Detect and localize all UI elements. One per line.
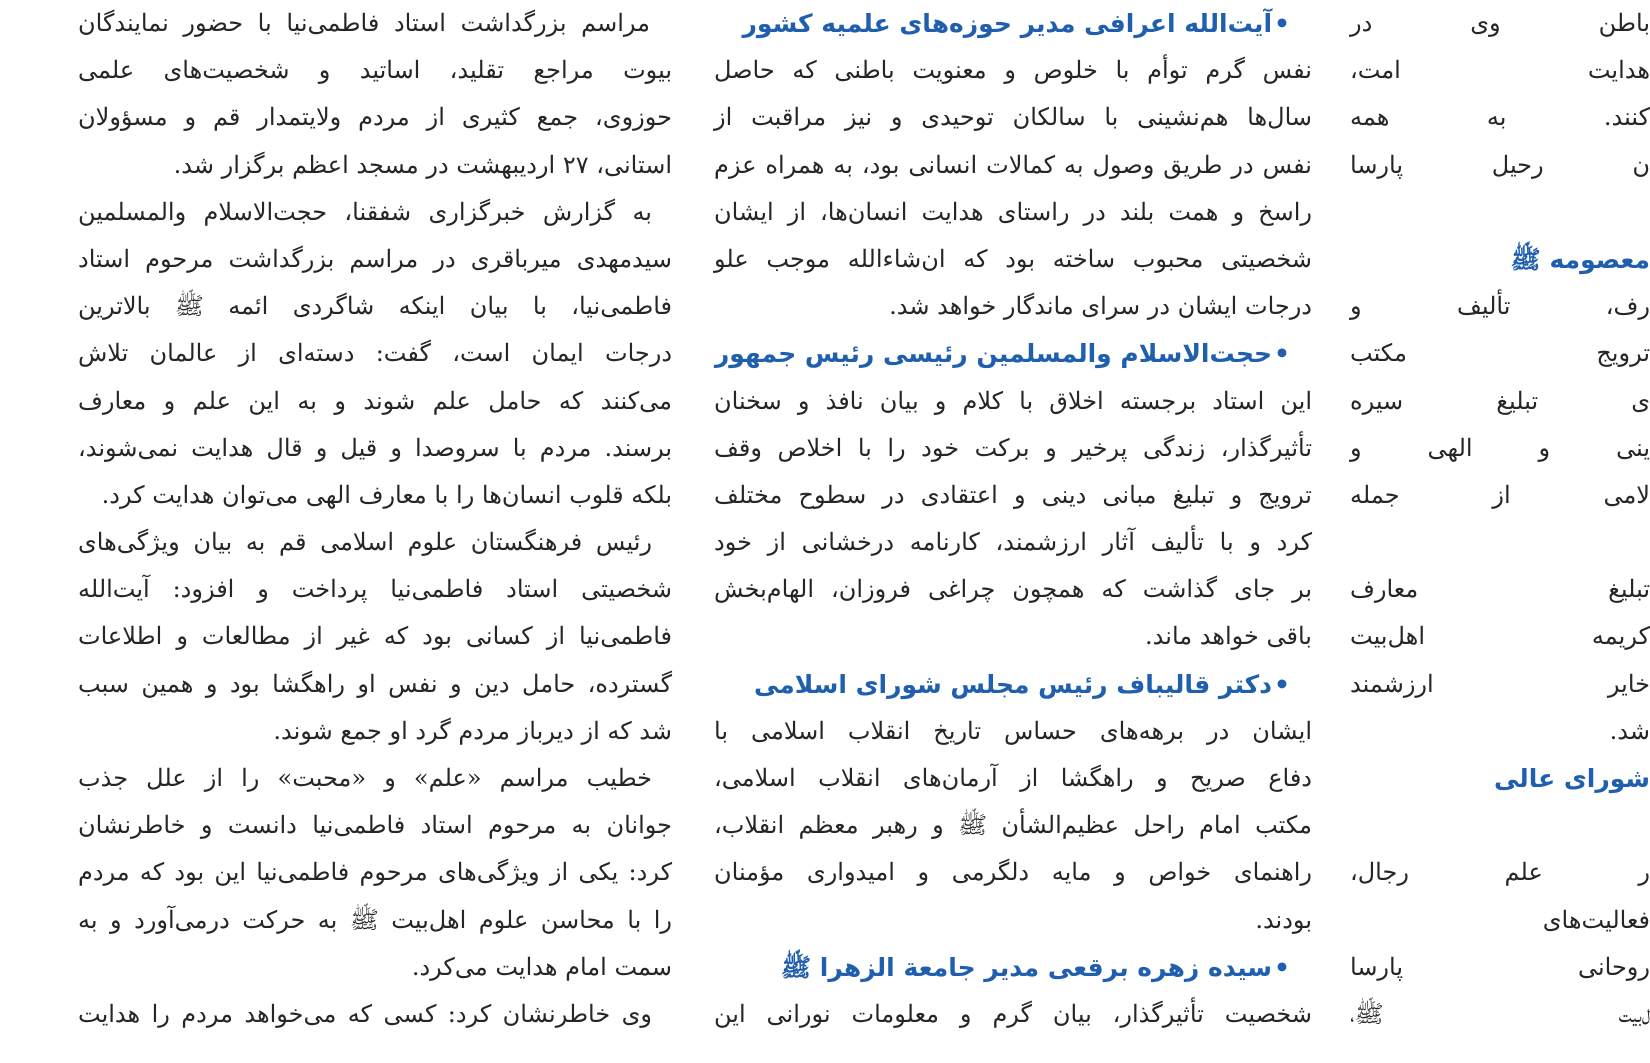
spacer (1350, 189, 1650, 236)
text-line: شد. (1609, 716, 1650, 745)
text-line: دفاع صریح و راهگشا از آرمان‌های انقلاب اسلامی، (714, 764, 1312, 792)
text-line: حوزوی، جمع کثیری از مردم ولایتمدار قم و مسؤولان (78, 103, 672, 132)
bullet-icon: • (1274, 9, 1290, 38)
text-line: ترویج و تبلیغ مبانی دینی و اعتقادی در سطوح مختلف (714, 480, 1312, 509)
text-line: مراسم بزرگداشت استاد فاطمی‌نیا با حضور نمایندگان (78, 9, 650, 37)
text-line: راسخ و همت بلند در راستای هدایت انسان‌ها، از ایشان (714, 197, 1312, 226)
text-line: تأثیرگذار، زندگی پرخیر و برکت خود را با اخلاص وقف (714, 433, 1312, 462)
text-line: به گزارش خبرگزاری شفقنا، حجت‌الاسلام والمسلمین (78, 197, 652, 226)
text-line: را با محاسن علوم اهل‌بیت ﷺ به حرکت درمی‌آورد و به (78, 905, 672, 934)
text-line: بودند. (1255, 905, 1312, 934)
text-line: رئیس فرهنگستان علوم اسلامی قم به بیان ویژگی‌های (78, 528, 652, 557)
bullet-icon: • (1274, 952, 1290, 982)
text-line: ی تبلیغ سیره (1350, 386, 1650, 415)
text-line: برسند. مردم با سروصدا و قیل و قال هدایت نمی‌شوند، (78, 433, 672, 462)
text-line: رف، تألیف و (1350, 292, 1650, 321)
text-line: ل‌بیت ﷺ، (1350, 999, 1650, 1028)
text-line: درجات ایشان در سرای ماندگار خواهد شد. (889, 292, 1312, 321)
text-line: راهنمای خواص و مایه دلگرمی و امیدواری مؤمنان (714, 858, 1312, 887)
text-line: درجات ایمان است، گفت: دسته‌ای از عالمان تلاش (78, 339, 672, 368)
text-line: ایشان در برهه‌های حساس تاریخ انقلاب اسلامی با (714, 716, 1312, 745)
text-line: می‌کنند که حامل علم شوند و به این علم و معارف (78, 386, 672, 415)
text-line: فاطمی‌نیا، با بیان اینکه شاگردی ائمه ﷺ بالاترین (78, 292, 672, 321)
section-heading: شورای عالی (1494, 764, 1650, 793)
text-line: روحانی پارسا (1350, 952, 1650, 981)
text-line: هدایت امت، (1350, 56, 1650, 85)
spacer (1350, 802, 1650, 849)
text-line: فعالیت‌های (1542, 905, 1650, 934)
text-line: بلکه قلوب انسان‌ها را با معارف الهی می‌توان هدایت کرد. (101, 480, 672, 509)
text-line: کریمه اهل‌بیت (1350, 622, 1650, 651)
text-line: سیدمهدی میرباقری در مراسم بزرگداشت مرحوم استاد (78, 244, 672, 273)
section-heading: •حجت‌الاسلام والمسلمین رئیسی رئیس جمهور (714, 339, 1290, 369)
section-heading: معصومه ﷺ (1510, 244, 1650, 274)
section-heading: •دکتر قالیباف رئیس مجلس شورای اسلامی (753, 669, 1290, 699)
text-line: بر جای گذاشت که همچون چراغی فروزان، الهام‌بخش (714, 575, 1312, 604)
text-line: کنند. به همه (1350, 103, 1650, 132)
text-line: جوانان به مرحوم استاد فاطمی‌نیا دانست و خاطرنشان (78, 811, 672, 840)
bullet-icon: • (1274, 339, 1290, 369)
text-line: شخصیت تأثیرگذار، بیان گرم و معلومات نورانی این (714, 999, 1312, 1028)
text-line: کرد: یکی از ویژگی‌های مرحوم فاطمی‌نیا این بود که مردم (78, 858, 672, 887)
text-line: باطن وی در (1350, 9, 1650, 37)
text-line: شد که از دیرباز مردم گرد او جمع شوند. (273, 716, 672, 745)
section-heading: •آیت‌الله اعرافی مدیر حوزه‌های علمیه کشور (742, 9, 1290, 38)
text-line: ترویج مکتب (1350, 339, 1650, 368)
text-line: ینی و الهی و (1350, 433, 1650, 462)
text-line: استانی، ۲۷ اردیبهشت در مسجد اعظم برگزار شد. (173, 150, 672, 179)
text-line: لامی از جمله (1350, 480, 1650, 509)
text-line: سال‌ها هم‌نشینی با سالکان توحیدی و نیز مراقبت از (714, 103, 1312, 132)
text-line: نفس در طریق وصول به کمالات انسانی بود، به همراه عزم (714, 150, 1312, 179)
section-heading: •سیده زهره برقعی مدیر جامعة الزهرا ﷺ (780, 952, 1290, 982)
left-column (78, 0, 672, 1063)
right-column (1350, 0, 1650, 1063)
text-line: تبلیغ معارف (1350, 575, 1650, 604)
text-line: شخصیتی محبوب ساخته بود که ان‌شاءالله موجب علو (714, 244, 1312, 273)
middle-column (714, 0, 1312, 1063)
right-column-content (1350, 0, 1650, 1038)
text-line: باقی خواهد ماند. (1145, 622, 1312, 651)
text-line: نفس گرم توأم با خلوص و معنویت باطنی که حاصل (714, 56, 1312, 85)
text-line: این استاد برجسته اخلاق با کلام و بیان نافذ و سخنان (714, 386, 1312, 415)
text-line: مکتب امام راحل عظیم‌الشأن ﷺ و رهبر معظم انقلاب، (714, 811, 1312, 840)
spacer (1350, 519, 1650, 566)
text-line: ر علم رجال، (1350, 858, 1650, 887)
text-line: شخصیتی استاد فاطمی‌نیا پرداخت و افزود: آیت‌الله (78, 575, 672, 604)
bullet-icon: • (1274, 669, 1290, 699)
text-line: بیوت مراجع تقلید، اساتید و شخصیت‌های علمی (78, 56, 672, 85)
text-line: فاطمی‌نیا از کسانی بود که غیر از مطالعات و اطلاعات (78, 622, 672, 651)
text-line: خطیب مراسم «علم» و «محبت» را از علل جذب (78, 764, 652, 792)
text-line: گسترده، حامل دین و نفس او راهگشا بود و همین سبب (78, 669, 673, 698)
text-line: ن رحیل پارسا (1350, 150, 1650, 179)
text-line: خایر ارزشمند (1350, 669, 1650, 698)
text-line: وی خاطرنشان کرد: کسی که می‌خواهد مردم را هدایت (78, 999, 652, 1028)
text-line: سمت امام هدایت می‌کرد. (411, 952, 672, 981)
text-line: کرد و با تألیف آثار ارزشمند، کارنامه درخشانی از خود (714, 528, 1312, 557)
